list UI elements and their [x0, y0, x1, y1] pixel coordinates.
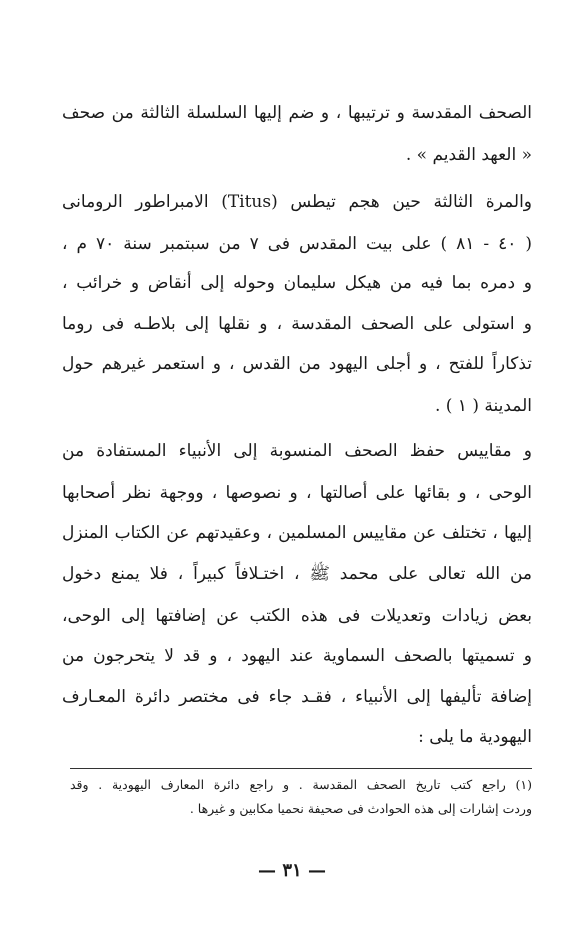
body-line-15: إضافة تأليفها إلى الأنبياء ، فقـد جاء فى مختصر دائرة المعـارف — [62, 687, 532, 707]
body-line-10: الوحى ، و بقائها على أصالتها ، و نصوصها ، ووجهة نظر أصحابها — [62, 483, 532, 503]
body-line-14: و تسميتها بالصحف السماوية عند اليهود ، و قد لا يتحرجون من — [62, 646, 532, 666]
body-line-6: و استولى على الصحف المقدسة ، و نقلها إلى بلاطـه فى روما — [62, 314, 532, 334]
body-line-7: تذكاراً للفتح ، و أجلى اليهود من القدس ، و استعمر غيرهم حول — [62, 354, 532, 374]
page-number: — ٣١ — — [258, 860, 326, 881]
footnote-line-1: (١) راجع كتب تاريخ الصحف المقدسة . و راجع دائرة المعارف اليهودية . وقد — [70, 777, 532, 792]
footnote-separator — [70, 768, 532, 769]
body-line-5: و دمره بما فيه من هيكل سليمان وحوله إلى أنقاض و خرائب ، — [62, 273, 532, 293]
body-line-3: والمرة الثالثة حين هجم تيطس (Titus) الامبراطور الرومانى — [62, 192, 532, 212]
body-line-9: و مقاييس حفظ الصحف المنسوبة إلى الأنبياء المستفادة من — [62, 441, 532, 461]
body-line-4: ( ٤٠ - ٨١ ) على بيت المقدس فى ٧ من سبتمبر سنة ٧٠ م ، — [62, 234, 532, 254]
body-line-12: من الله تعالى على محمد ﷺ ، اختـلافاً كبيراً ، فلا يمنع دخول — [62, 564, 532, 584]
body-line-11: إليها ، تختلف عن مقاييس المسلمين ، وعقيدتهم عن الكتاب المنزل — [62, 523, 532, 543]
body-line-16: اليهودية ما يلى : — [418, 727, 532, 747]
body-line-2: « العهد القديم » . — [405, 145, 532, 165]
body-line-1: الصحف المقدسة و ترتيبها ، و ضم إليها السلسلة الثالثة من صحف — [62, 103, 532, 123]
footnote-line-2: وردت إشارات إلى هذه الحوادث فى صحيفة نحميا مكابين و غيرها . — [189, 801, 532, 816]
body-line-8: المدينة ( ١ ) . — [434, 396, 532, 416]
body-line-13: بعض زيادات وتعديلات فى هذه الكتب عن إضافتها إلى الوحى، — [62, 606, 532, 626]
